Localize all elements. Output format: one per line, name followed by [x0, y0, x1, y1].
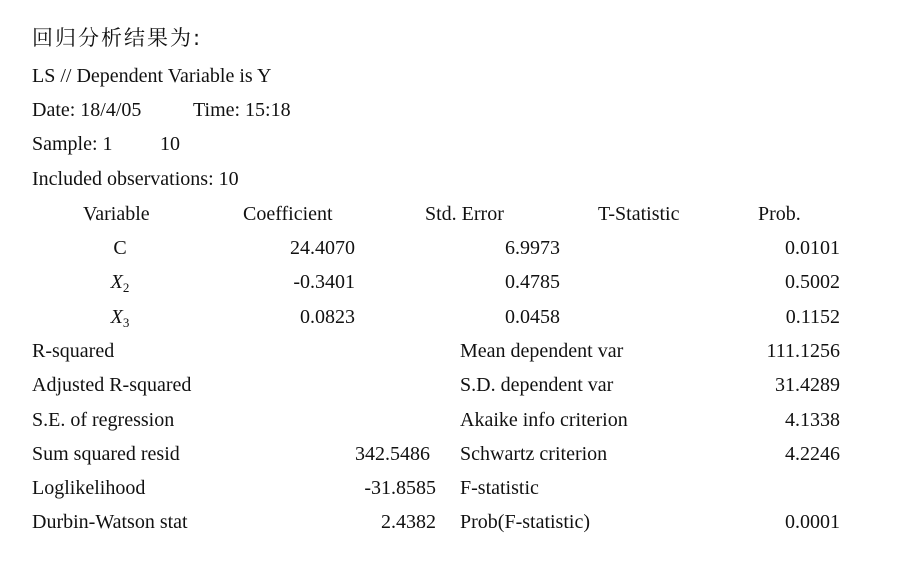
stat-value: -31.8585	[364, 477, 436, 499]
row-coefficient: 24.4070	[290, 237, 355, 259]
stat-value: 111.1256	[766, 340, 840, 362]
row-prob: 0.5002	[785, 271, 840, 293]
row-prob: 0.1152	[785, 306, 840, 328]
col-variable: Variable	[83, 203, 150, 225]
stat-value: 4.2246	[785, 443, 840, 465]
row-coefficient: -0.3401	[293, 271, 355, 293]
page-title: 回归分析结果为:	[32, 26, 203, 50]
row-std-error: 0.0458	[505, 306, 560, 328]
stat-label: Akaike info criterion	[460, 409, 628, 431]
stat-label: Schwartz criterion	[460, 443, 608, 465]
stat-value: 0.0001	[785, 511, 840, 533]
stat-value: 2.4382	[381, 511, 436, 533]
row-coefficient: 0.0823	[300, 306, 355, 328]
col-coefficient: Coefficient	[243, 203, 333, 225]
col-prob: Prob.	[758, 203, 801, 225]
sample-label: Sample: 1	[32, 133, 113, 155]
time-label: Time: 15:18	[193, 99, 291, 121]
dependent-variable-line: LS // Dependent Variable is Y	[32, 65, 272, 87]
stat-label: Prob(F-statistic)	[460, 511, 590, 533]
stat-value: 342.5486	[355, 443, 430, 465]
sample-end: 10	[160, 133, 180, 155]
row-variable: $X_2$	[110, 271, 130, 295]
date-label: Date: 18/4/05	[32, 99, 142, 121]
stat-label: F-statistic	[460, 477, 539, 499]
stat-label: S.D. dependent var	[460, 374, 614, 396]
stat-label: R-squared	[32, 340, 115, 362]
stat-label: S.E. of regression	[32, 409, 175, 431]
stat-label: Adjusted R-squared	[32, 374, 192, 396]
row-std-error: 0.4785	[505, 271, 560, 293]
row-std-error: 6.9973	[505, 237, 560, 259]
row-variable: $X_3$	[110, 306, 130, 330]
row-variable: C	[113, 237, 127, 259]
stat-value: 4.1338	[785, 409, 840, 431]
col-std-error: Std. Error	[425, 203, 504, 225]
stat-label: Sum squared resid	[32, 443, 180, 465]
stat-label: Durbin-Watson stat	[32, 511, 188, 533]
included-observations: Included observations: 10	[32, 168, 239, 190]
stat-label: Mean dependent var	[460, 340, 624, 362]
col-t-statistic: T-Statistic	[598, 203, 680, 225]
stat-value: 31.4289	[775, 374, 840, 396]
stat-label: Loglikelihood	[32, 477, 146, 499]
row-prob: 0.0101	[785, 237, 840, 259]
